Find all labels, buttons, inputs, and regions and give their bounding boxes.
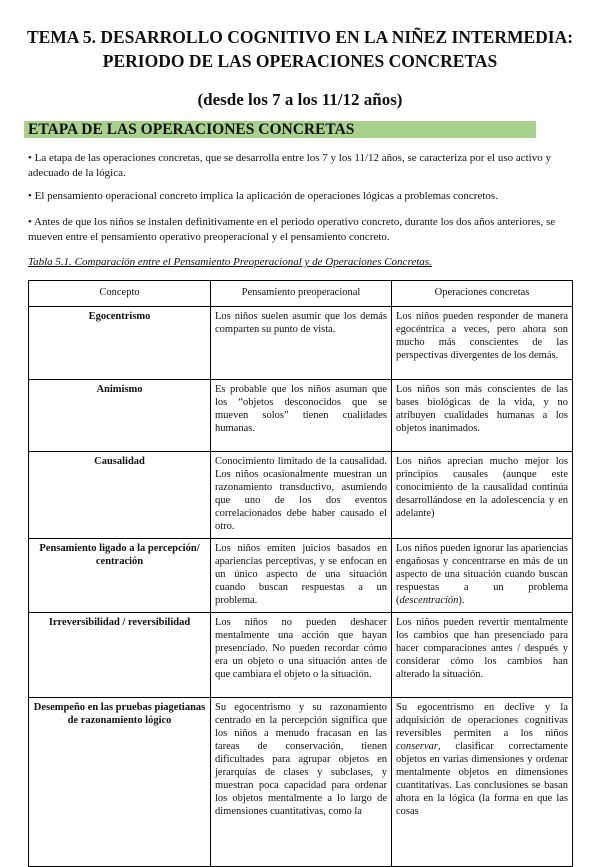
concrete-cell: Los niños aprecian mucho mejor los principios causales (aunque este conocimiento de la causalidad continúa desarrollándose en la adolescencia y en adelante)	[392, 452, 573, 539]
preoperational-cell: Su egocentrismo y su razonamiento centrado en la percepción significa que los niños a menudo fracasan en las tareas de conservación, tienen dificultades para agrupar objetos en jerarquías de clases y subclases, y muestran poca capacidad para ordenar los objetos mentalmente a lo largo de dimensiones cuantitativas, como la	[211, 698, 392, 867]
bullet-paragraph: • Antes de que los niños se instalen definitivamente en el periodo operativo concreto, durante los dos años anteriores, se mueven entre el pensamiento operativo preoperacional y el pensamiento concreto.	[28, 216, 556, 243]
section-heading: ETAPA DE LAS OPERACIONES CONCRETAS	[24, 121, 536, 138]
preoperational-cell: Los niños emiten juicios basados en apariencias perceptivas, y se enfocan en un único aspecto de una situación cuando buscan respuestas a un problema.	[211, 539, 392, 613]
cell-text: Su egocentrismo en declive y la adquisición de operaciones cognitivas reversibles permiten a los niños	[396, 702, 568, 739]
preoperational-cell: Es probable que los niños asuman que los “objetos desconocidos que se mueven solos” tienen cualidades humanas.	[211, 380, 392, 452]
concept-cell: Desempeño en las pruebas piagetianas de razonamiento lógico	[29, 698, 211, 867]
concept-cell: Irreversibilidad / reversibilidad	[29, 613, 211, 698]
table-row	[29, 613, 573, 698]
page-title-line-2: PERIODO DE LAS OPERACIONES CONCRETAS	[102, 51, 498, 71]
concept-cell: Pensamiento ligado a la percepción/ centración	[29, 539, 211, 613]
concrete-cell: Los niños pueden revertir mentalmente los cambios que han presenciado para hacer comparaciones antes / después y considerar cómo los cambios han alterado la situación.	[392, 613, 573, 698]
italic-term: conservar	[396, 741, 438, 752]
page-subtitle: (desde los 7 a los 11/12 años)	[197, 90, 403, 109]
concrete-cell	[392, 698, 573, 867]
header-preoperational: Pensamiento preoperacional	[211, 281, 392, 307]
table-header-row	[29, 281, 573, 307]
cell-text: , clasificar correctamente objetos en varias dimensiones y ordenar mentalmente objetos en dimensiones cuantitativas. Las conclusiones se basan ahora en la lógica (la forma en que las cosas	[396, 741, 568, 817]
bullet-paragraph: • La etapa de las operaciones concretas, que se desarrolla entre los 7 y los 11/12 años, se caracteriza por el uso activo y adecuado de la lógica.	[28, 152, 551, 179]
bullet-paragraph: • El pensamiento operacional concreto implica la aplicación de operaciones lógicas a problemas concretos.	[28, 190, 498, 202]
table-row	[29, 452, 573, 539]
cell-text: Los niños pueden ignorar las apariencias engañosas y concentrarse en más de un aspecto de una situación cuando buscan respuestas a un problema (	[396, 543, 568, 606]
comparison-table	[28, 280, 573, 867]
concrete-cell: Los niños son más conscientes de las bases biológicas de la vida, y no atribuyen cualidades humanas a los objetos inanimados.	[392, 380, 573, 452]
italic-term: descentración	[399, 595, 459, 606]
concept-cell: Animismo	[29, 380, 211, 452]
header-concrete: Operaciones concretas	[392, 281, 573, 307]
cell-text: ).	[458, 595, 465, 606]
concept-cell: Egocentrismo	[29, 307, 211, 380]
table-caption: Tabla 5.1. Comparación entre el Pensamiento Preoperacional y de Operaciones Concretas.	[28, 256, 432, 268]
preoperational-cell: Los niños suelen asumir que los demás comparten su punto de vista.	[211, 307, 392, 380]
page-title-line-1: TEMA 5. DESARROLLO COGNITIVO EN LA NIÑEZ INTERMEDIA:	[26, 27, 574, 47]
table-row	[29, 380, 573, 452]
header-concept: Concepto	[29, 281, 211, 307]
table-row	[29, 539, 573, 613]
concrete-cell	[392, 539, 573, 613]
table-row	[29, 698, 573, 867]
preoperational-cell: Conocimiento limitado de la causalidad. Los niños ocasionalmente muestran un razonamiento transductivo, asumiendo que uno de los dos eventos correlacionados debe haber causado el otro.	[211, 452, 392, 539]
preoperational-cell: Los niños no pueden deshacer mentalmente una acción que hayan presenciado. No pueden recordar cómo era un objeto o una situación antes de que cambiara el objeto o la situación.	[211, 613, 392, 698]
concept-cell: Causalidad	[29, 452, 211, 539]
concrete-cell: Los niños pueden responder de manera egocéntrica a veces, pero ahora son mucho más conscientes de las perspectivas divergentes de los demás.	[392, 307, 573, 380]
table-row	[29, 307, 573, 380]
